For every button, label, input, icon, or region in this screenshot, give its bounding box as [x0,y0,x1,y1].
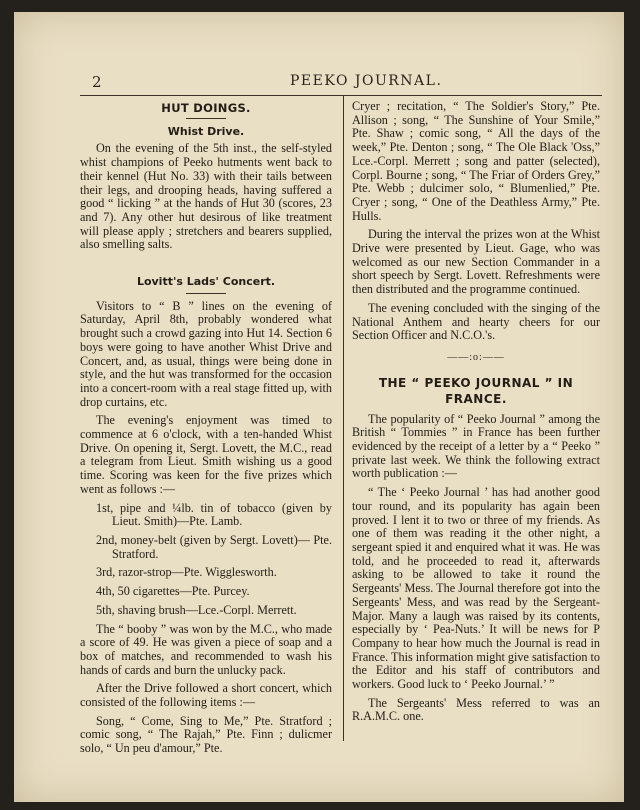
page-number: 2 [92,73,102,91]
subheading-whist-drive: Whist Drive. [167,124,245,138]
page-header [80,73,610,95]
concert-paragraph-3: The “ booby ” was won by the M.C., who made a score of 49. He was given a piece of soap and a box of matches, and recommended to wash his hands of cards and burn the unlucky pack. [80,621,332,677]
header-rule [80,95,602,96]
column-divider [343,96,344,741]
prize-item: 3rd, razor-strop—Pte. Wigglesworth. [96,565,277,580]
interval-paragraph: During the interval the prizes won at the Whist Drive were presented by Lieut. Gage, who was welcomed as our new Section Commander in a short speech by Sergt. Lovett. Refreshments were then distributed and the programme continued. [352,227,600,297]
concert-paragraph-4: After the Drive followed a short concert, which consisted of the following items :— [80,681,332,710]
prize-item: 2nd, money-belt (given by Sergt. Lovett)— Pte. Stratford. [96,532,332,561]
france-letter-extract: “ The ‘ Peeko Journal ’ has had another good tour round, and its popularity has again been proved. I lent it to two or three of my friends. As one of them was reading it the other night, a sergeant spied it and enquired what it was. He was told, and he proceeded to read it, afterwards asking to be allowed to take it round the Sergeants' Mess. The Journal therefore got into the Sergeants' Mess, and was read by the Sergeant-Major. Many a laugh was raised by its contents, especially by ‘ Pea-Nuts.’ It will be news for P Company to hear how much the Journal is read in France. This information might give satisfaction to the Editor and his staff of contributors and workers. Good luck to ‘ Peeko Journal.’ ” [352,485,600,692]
subheading-concert: Lovitt's Lads' Concert. [136,275,276,289]
concert-paragraph-2: The evening's enjoyment was timed to commence at 6 o'clock, with a ten-handed Whist Drive. On opening it, Sergt. Lovett, the M.C., read a telegram from Lieut. Smith wishing us a good time. Scoring was keen for the five prizes which went as follows :— [80,413,332,496]
section-title-hut-doings: HUT DOINGS. [161,101,251,115]
france-paragraph-1: The popularity of “ Peeko Journal ” among the British “ Tommies ” in France has been further evidenced by the receipt of a letter by a “ Peeko ” private last week. We think the following extract worth publication :— [352,411,600,481]
prize-item: 4th, 50 cigarettes—Pte. Purcey. [96,584,250,599]
concert-paragraph-1: Visitors to “ B ” lines on the evening of Saturday, April 8th, probably wondered what brought such a crowd gazing into Hut 14. Section 6 boys were going to have another Whist Drive and Concert, and, as usual, things were being done in style, and the hut was transformed for the occasion into a concert-room with a real stage fitted up, with drop curtains, etc. [80,298,332,409]
prize-item: 5th, shaving brush—Lce.-Corpl. Merrett. [96,602,297,617]
concert-continued-paragraph: Cryer ; recitation, “ The Soldier's Story,” Pte. Allison ; song, “ The Sunshine of Your Smile,” Pte. Shaw ; comic song, “ All the days of the week,” Pte. Denton ; song, “ The Ole Black 'Oss,” Lce.-Corpl. Merrett ; song and patter (selected), Corpl. Bourne ; song, “ The Friar of Orders Grey,” Pte. Webb ; dulcimer solo, “ Blumenlied,” Pte. Cryer ; song, “ One of the Deathless Army,” Pte. Hulls. [352,99,600,223]
france-title-line-1: THE “ PEEKO JOURNAL ” IN [378,375,574,390]
whist-paragraph: On the evening of the 5th inst., the self-styled whist champions of Peeko hutments went back to their kennel (Hut No. 33) with their tails between their legs, and drooping heads, having suffered a good “ licking ” at the hands of Hut 30 (scores, 23 and 7). Any other hut desirous of like treatment will please apply ; stretchers and bearers supplied, also smelling salts. [80,141,332,252]
prize-item: 1st, pipe and ¼lb. tin of tobacco (given by Lieut. Smith)—Pte. Lamb. [96,500,332,529]
france-section-title [352,375,600,407]
left-column [80,100,332,761]
concert-paragraph-5: Song, “ Come, Sing to Me,” Pte. Stratford ; comic song, “ The Rajah,” Pte. Finn ; dulicmer solo, “ Un peu d'amour,” Pte. [80,713,332,756]
section-rule [186,118,226,119]
concert-rule [186,293,226,294]
section-separator: ——:o:—— [447,351,505,363]
right-column [352,100,600,729]
journal-title: PEEKO JOURNAL. [290,73,443,89]
france-paragraph-3: The Sergeants' Mess referred to was an R.A.M.C. one. [352,695,600,724]
closing-paragraph: The evening concluded with the singing of the National Anthem and hearty cheers for our Section Officer and N.C.O.'s. [352,300,600,343]
france-title-line-2: FRANCE. [445,391,507,406]
